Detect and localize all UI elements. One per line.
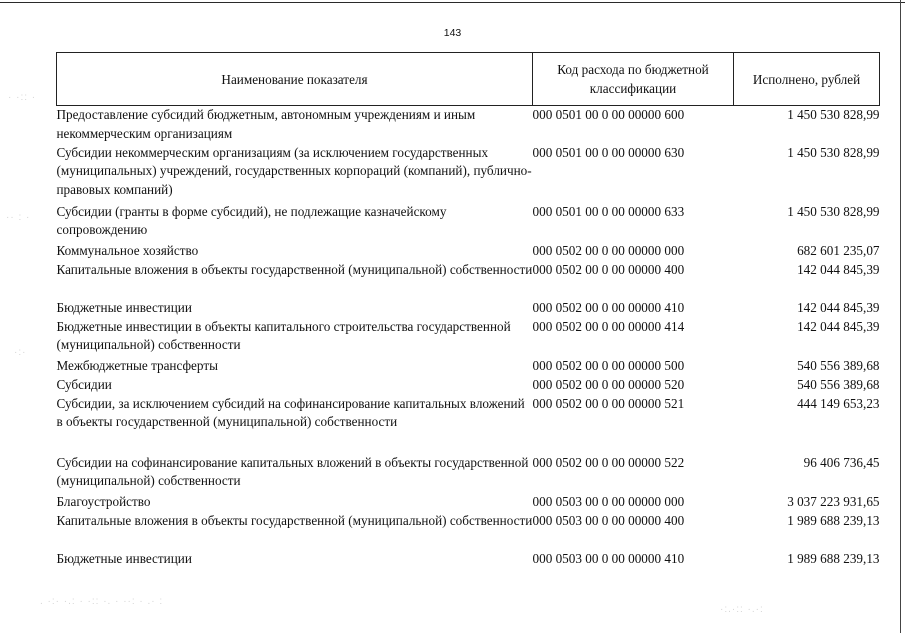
scan-noise: · ·:: · [8, 92, 37, 103]
row-name: Коммунальное хозяйство [56, 242, 199, 258]
row-code: 000 0502 00 0 00 00000 000 [532, 242, 685, 258]
row-code: 000 0502 00 0 00 00000 410 [532, 299, 685, 315]
table-row [57, 106, 880, 144]
budget-table [56, 52, 880, 569]
row-name: Субсидии на софинансирование капитальных вложений в объекты государственной (муниципальной) собственности [56, 454, 529, 488]
row-code: 000 0503 00 0 00 00000 000 [532, 493, 685, 509]
header-name: Наименование показателя [57, 53, 533, 106]
row-name: Предоставление субсидий бюджетным, автономным учреждениям и иным некоммерческим организациям [56, 107, 476, 141]
row-code: 000 0502 00 0 00 00000 521 [532, 395, 685, 411]
row-name: Благоустройство [56, 493, 151, 509]
scan-noise: ·:· [14, 347, 27, 358]
row-code: 000 0502 00 0 00 00000 520 [532, 376, 685, 392]
row-name: Бюджетные инвестиции [56, 299, 192, 315]
row-amount: 142 044 845,39 [797, 299, 880, 315]
row-amount: 444 149 653,23 [797, 395, 880, 411]
table-row [57, 454, 880, 493]
scan-noise: . ·:· ·.: · ·:: ·. · ··: · .· : [40, 596, 164, 607]
row-name: Бюджетные инвестиции в объекты капитального строительства государственной (муниципальной) собственности [56, 318, 511, 352]
row-amount: 1 989 688 239,13 [787, 512, 880, 528]
row-name: Капитальные вложения в объекты государственной (муниципальной) собственности [56, 261, 533, 277]
table-row [57, 318, 880, 357]
row-code: 000 0502 00 0 00 00000 414 [532, 318, 685, 334]
table-row [57, 550, 880, 569]
table-row [57, 493, 880, 512]
row-name: Капитальные вложения в объекты государственной (муниципальной) собственности [56, 512, 533, 528]
row-code: 000 0503 00 0 00 00000 410 [532, 550, 685, 566]
table-row [57, 299, 880, 318]
row-amount: 1 450 530 828,99 [787, 144, 880, 160]
row-amount: 142 044 845,39 [797, 318, 880, 334]
scan-noise: ·· : · [6, 212, 31, 223]
row-amount: 142 044 845,39 [797, 261, 880, 277]
row-amount: 1 989 688 239,13 [787, 550, 880, 566]
row-code: 000 0501 00 0 00 00000 630 [532, 144, 685, 160]
row-amount: 3 037 223 931,65 [787, 493, 880, 509]
row-name: Межбюджетные трансферты [56, 357, 218, 373]
page-right-edge [900, 0, 901, 633]
table-row [57, 242, 880, 261]
table-row [57, 395, 880, 454]
table-row [57, 512, 880, 550]
page-top-border [0, 2, 905, 3]
row-name: Субсидии некоммерческим организациям (за исключением государственных (муниципальных) учреждений, государственных корпораций (компаний), публично-правовых компаний) [56, 144, 532, 197]
table-row [57, 203, 880, 242]
row-name: Субсидии [56, 376, 112, 392]
row-amount: 540 556 389,68 [797, 376, 880, 392]
header-code: Код расхода по бюджетной классификации [533, 53, 734, 106]
row-name: Субсидии (гранты в форме субсидий), не подлежащие казначейскому сопровождению [56, 203, 447, 237]
row-amount: 1 450 530 828,99 [787, 203, 880, 219]
row-amount: 1 450 530 828,99 [787, 107, 880, 122]
row-amount: 96 406 736,45 [803, 454, 880, 470]
table-header-row [57, 53, 880, 106]
row-code: 000 0502 00 0 00 00000 400 [532, 261, 685, 277]
table-row [57, 144, 880, 203]
row-code: 000 0502 00 0 00 00000 500 [532, 357, 685, 373]
table-row [57, 376, 880, 395]
row-amount: 540 556 389,68 [797, 357, 880, 373]
row-code: 000 0501 00 0 00 00000 633 [532, 203, 685, 219]
row-code: 000 0501 00 0 00 00000 600 [532, 107, 685, 122]
row-amount: 682 601 235,07 [797, 242, 880, 258]
row-name: Бюджетные инвестиции [56, 550, 192, 566]
header-amount: Исполнено, рублей [734, 53, 880, 106]
page-number: 143 [443, 27, 462, 39]
row-code: 000 0502 00 0 00 00000 522 [532, 454, 685, 470]
table-row [57, 357, 880, 376]
row-name: Субсидии, за исключением субсидий на софинансирование капитальных вложений в объекты государственной (муниципальной) собственности [56, 395, 525, 429]
row-code: 000 0503 00 0 00 00000 400 [532, 512, 685, 528]
scan-noise: ·:.·:: ·.·: [720, 604, 764, 615]
table-row [57, 261, 880, 299]
